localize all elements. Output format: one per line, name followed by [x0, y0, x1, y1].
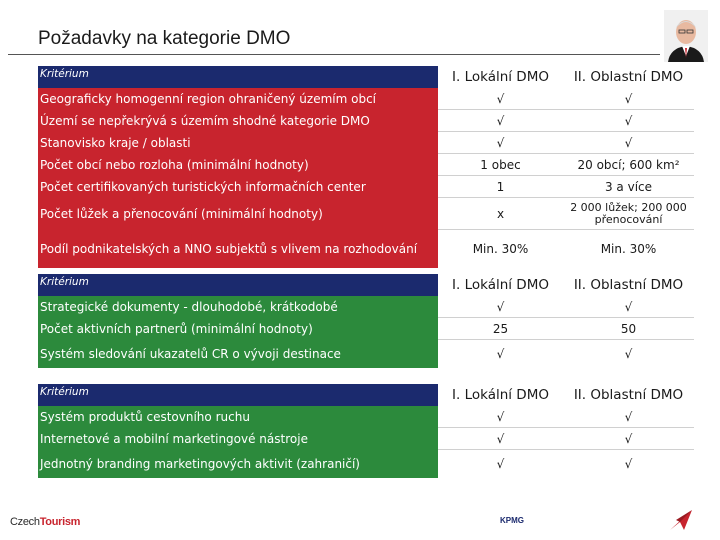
- table-header: [38, 66, 694, 88]
- presenter-portrait: [664, 10, 708, 62]
- page-title: Požadavky na kategorie DMO: [38, 28, 291, 49]
- local-value: Min. 30%: [472, 242, 529, 256]
- table-header: [38, 274, 694, 296]
- table-row: [38, 318, 694, 340]
- criterion-header: Kritérium: [38, 384, 438, 406]
- local-value: 1 obec: [438, 154, 563, 176]
- criterion-label: Počet aktivních partnerů (minimální hodnoty): [38, 318, 438, 340]
- table-row: [38, 132, 694, 154]
- area-value: √: [563, 88, 694, 110]
- local-value: 1: [438, 176, 563, 198]
- local-dmo-header: I. Lokální DMO: [438, 274, 563, 296]
- area-value: 3 a více: [563, 176, 694, 198]
- table-row: [38, 230, 694, 268]
- table-row: [38, 154, 694, 176]
- criterion-label: Strategické dokumenty - dlouhodobé, krátkodobé: [38, 296, 438, 318]
- criterion-label: Území se nepřekrývá s územím shodné kategorie DMO: [38, 110, 438, 132]
- criterion-label: Internetové a mobilní marketingové nástroje: [38, 428, 438, 450]
- criterion-label: Jednotný branding marketingových aktivit (zahraničí): [38, 450, 438, 478]
- local-value: √: [438, 406, 563, 428]
- table-header: [38, 384, 694, 406]
- table-row: [38, 450, 694, 478]
- table-row: [38, 176, 694, 198]
- area-value: √: [563, 296, 694, 318]
- criterion-label: Počet obcí nebo rozloha (minimální hodnoty): [38, 154, 438, 176]
- local-value: x: [438, 198, 563, 230]
- criterion-label: Počet certifikovaných turistických informačních center: [38, 176, 438, 198]
- criterion-label: Počet lůžek a přenocování (minimální hodnoty): [38, 198, 438, 230]
- criterion-label: Geograficky homogenní region ohraničený územím obcí: [38, 88, 438, 110]
- kpmg-logo: KPMG: [500, 516, 524, 525]
- requirements-table: [38, 66, 694, 478]
- local-value: √: [438, 110, 563, 132]
- area-value: 2 000 lůžek; 200 000 přenocování: [563, 198, 694, 230]
- criterion-header: Kritérium: [38, 274, 438, 296]
- criterion-label: Podíl podnikatelských a NNO subjektů s vlivem na rozhodování: [38, 230, 438, 268]
- area-value: Min. 30%: [600, 242, 657, 256]
- local-value: √: [438, 428, 563, 450]
- area-value: √: [563, 428, 694, 450]
- local-value: √: [438, 132, 563, 154]
- criterion-header: Kritérium: [38, 66, 438, 88]
- czechtourism-logo: [10, 516, 80, 528]
- logo-text-left: Czech: [10, 516, 40, 528]
- local-value: √: [438, 88, 563, 110]
- local-value: √: [438, 296, 563, 318]
- area-value: √: [624, 457, 633, 471]
- area-value: 50: [563, 318, 694, 340]
- table-row: [38, 406, 694, 428]
- title-divider: [8, 54, 660, 55]
- criterion-label: Stanovisko kraje / oblasti: [38, 132, 438, 154]
- table-row: [38, 88, 694, 110]
- area-value: √: [563, 110, 694, 132]
- local-value: √: [496, 347, 505, 361]
- local-value: 25: [438, 318, 563, 340]
- criterion-label: Systém sledování ukazatelů CR o vývoji destinace: [38, 340, 438, 368]
- table-row: [38, 198, 694, 230]
- area-value: 20 obcí; 600 km²: [563, 154, 694, 176]
- area-value: √: [563, 406, 694, 428]
- local-dmo-header: I. Lokální DMO: [438, 384, 563, 406]
- local-value: √: [496, 457, 505, 471]
- local-dmo-header: I. Lokální DMO: [438, 66, 563, 88]
- table-row: [38, 110, 694, 132]
- arrow-logo-icon: [668, 508, 694, 532]
- area-value: √: [624, 347, 633, 361]
- logo-text-right: Tourism: [39, 516, 81, 528]
- area-dmo-header: II. Oblastní DMO: [563, 66, 694, 88]
- table-row: [38, 428, 694, 450]
- criterion-label: Systém produktů cestovního ruchu: [38, 406, 438, 428]
- table-row: [38, 340, 694, 368]
- area-dmo-header: II. Oblastní DMO: [563, 384, 694, 406]
- area-dmo-header: II. Oblastní DMO: [563, 274, 694, 296]
- table-row: [38, 296, 694, 318]
- area-value: √: [563, 132, 694, 154]
